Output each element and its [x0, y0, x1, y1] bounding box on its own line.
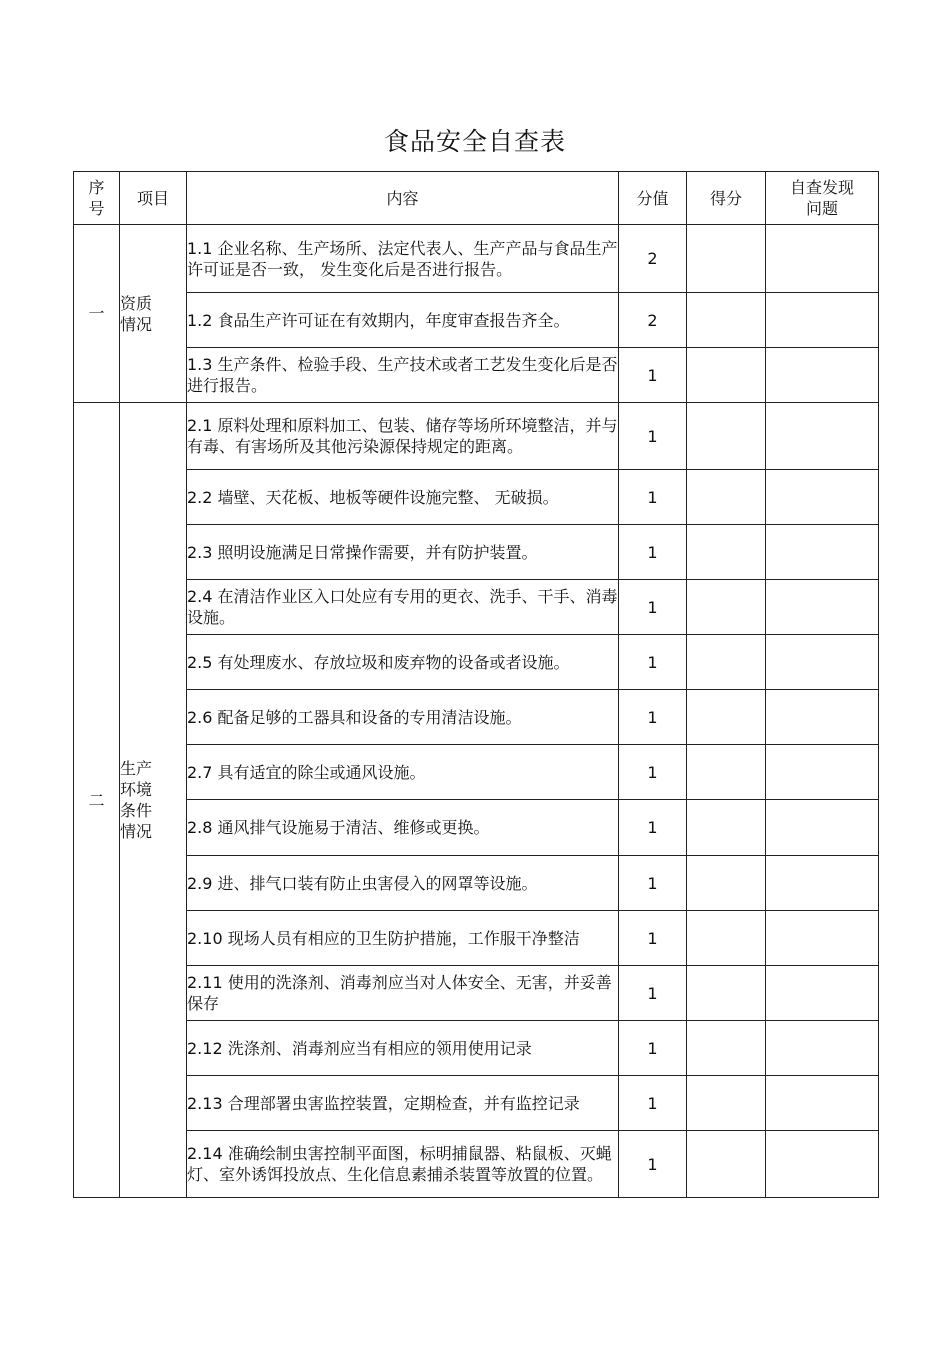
row-points: 1	[619, 911, 687, 966]
score-cell[interactable]	[687, 911, 766, 966]
row-content: 2.10 现场人员有相应的卫生防护措施，工作服干净整洁	[187, 911, 619, 966]
score-cell[interactable]	[687, 635, 766, 690]
section-category: 资质情况	[120, 225, 187, 403]
score-cell[interactable]	[687, 403, 766, 470]
score-cell[interactable]	[687, 525, 766, 580]
score-cell[interactable]	[687, 580, 766, 635]
header-item: 项目	[120, 172, 187, 225]
table-row	[74, 1076, 879, 1131]
header-seq: 序号	[74, 172, 120, 225]
row-points: 1	[619, 690, 687, 745]
score-cell[interactable]	[687, 348, 766, 403]
issues-cell[interactable]	[766, 966, 879, 1021]
score-cell[interactable]	[687, 470, 766, 525]
table-row	[74, 800, 879, 856]
issues-cell[interactable]	[766, 293, 879, 348]
issues-cell[interactable]	[766, 525, 879, 580]
row-points: 1	[619, 525, 687, 580]
row-content: 2.5 有处理废水、存放垃圾和废弃物的设备或者设施。	[187, 635, 619, 690]
table-row	[74, 690, 879, 745]
self-check-table	[73, 171, 879, 1198]
header-row	[74, 172, 879, 225]
table-row	[74, 580, 879, 635]
row-points: 1	[619, 745, 687, 800]
score-cell[interactable]	[687, 1076, 766, 1131]
table-row	[74, 225, 879, 293]
row-content: 2.7 具有适宜的除尘或通风设施。	[187, 745, 619, 800]
row-points: 1	[619, 470, 687, 525]
row-content: 2.3 照明设施满足日常操作需要，并有防护装置。	[187, 525, 619, 580]
table-row	[74, 525, 879, 580]
issues-cell[interactable]	[766, 635, 879, 690]
row-points: 1	[619, 856, 687, 911]
issues-cell[interactable]	[766, 856, 879, 911]
row-points: 1	[619, 966, 687, 1021]
issues-cell[interactable]	[766, 348, 879, 403]
row-content: 2.11 使用的洗涤剂、消毒剂应当对人体安全、无害，并妥善保存	[187, 966, 619, 1021]
score-cell[interactable]	[687, 690, 766, 745]
row-content: 2.1 原料处理和原料加工、包装、储存等场所环境整洁，并与有毒、有害场所及其他污染源保持规定的距离。	[187, 403, 619, 470]
table-row	[74, 470, 879, 525]
row-content: 2.9 进、排气口装有防止虫害侵入的网罩等设施。	[187, 856, 619, 911]
score-cell[interactable]	[687, 293, 766, 348]
score-cell[interactable]	[687, 966, 766, 1021]
issues-cell[interactable]	[766, 1076, 879, 1131]
row-points: 1	[619, 403, 687, 470]
row-content: 2.2 墙壁、天花板、地板等硬件设施完整、 无破损。	[187, 470, 619, 525]
table-row	[74, 911, 879, 966]
table-row	[74, 966, 879, 1021]
score-cell[interactable]	[687, 800, 766, 856]
section-seq: 二	[74, 403, 120, 1198]
header-issues: 自查发现问题	[766, 172, 879, 225]
row-content: 2.12 洗涤剂、消毒剂应当有相应的领用使用记录	[187, 1021, 619, 1076]
table-row	[74, 745, 879, 800]
row-points: 1	[619, 580, 687, 635]
issues-cell[interactable]	[766, 690, 879, 745]
issues-cell[interactable]	[766, 800, 879, 856]
row-content: 2.6 配备足够的工器具和设备的专用清洁设施。	[187, 690, 619, 745]
row-content: 1.3 生产条件、检验手段、生产技术或者工艺发生变化后是否进行报告。	[187, 348, 619, 403]
row-points: 1	[619, 1021, 687, 1076]
issues-cell[interactable]	[766, 470, 879, 525]
row-content: 1.2 食品生产许可证在有效期内，年度审查报告齐全。	[187, 293, 619, 348]
row-points: 1	[619, 1131, 687, 1198]
score-cell[interactable]	[687, 745, 766, 800]
issues-cell[interactable]	[766, 911, 879, 966]
row-points: 1	[619, 348, 687, 403]
score-cell[interactable]	[687, 1021, 766, 1076]
section-category: 生产环境条件情况	[120, 403, 187, 1198]
table-row	[74, 1131, 879, 1198]
issues-cell[interactable]	[766, 580, 879, 635]
section-seq: 一	[74, 225, 120, 403]
issues-cell[interactable]	[766, 745, 879, 800]
table-row	[74, 293, 879, 348]
header-content: 内容	[187, 172, 619, 225]
header-score-value: 分值	[619, 172, 687, 225]
table-row	[74, 635, 879, 690]
table-row	[74, 1021, 879, 1076]
row-content: 2.4 在清洁作业区入口处应有专用的更衣、洗手、干手、消毒设施。	[187, 580, 619, 635]
row-content: 2.14 准确绘制虫害控制平面图，标明捕鼠器、粘鼠板、灭蝇灯、室外诱饵投放点、生化信息素捕杀装置等放置的位置。	[187, 1131, 619, 1198]
row-points: 1	[619, 800, 687, 856]
row-content: 2.13 合理部署虫害监控装置，定期检查，并有监控记录	[187, 1076, 619, 1131]
table-row	[74, 348, 879, 403]
issues-cell[interactable]	[766, 403, 879, 470]
row-content: 2.8 通风排气设施易于清洁、维修或更换。	[187, 800, 619, 856]
row-points: 1	[619, 1076, 687, 1131]
row-points: 1	[619, 635, 687, 690]
issues-cell[interactable]	[766, 225, 879, 293]
issues-cell[interactable]	[766, 1021, 879, 1076]
page-title: 食品安全自查表	[383, 127, 566, 156]
score-cell[interactable]	[687, 856, 766, 911]
score-cell[interactable]	[687, 225, 766, 293]
header-score: 得分	[687, 172, 766, 225]
table-row	[74, 856, 879, 911]
row-content: 1.1 企业名称、生产场所、法定代表人、生产产品与食品生产许可证是否一致， 发生变化后是否进行报告。	[187, 225, 619, 293]
table-row	[74, 403, 879, 470]
row-points: 2	[619, 225, 687, 293]
score-cell[interactable]	[687, 1131, 766, 1198]
issues-cell[interactable]	[766, 1131, 879, 1198]
row-points: 2	[619, 293, 687, 348]
